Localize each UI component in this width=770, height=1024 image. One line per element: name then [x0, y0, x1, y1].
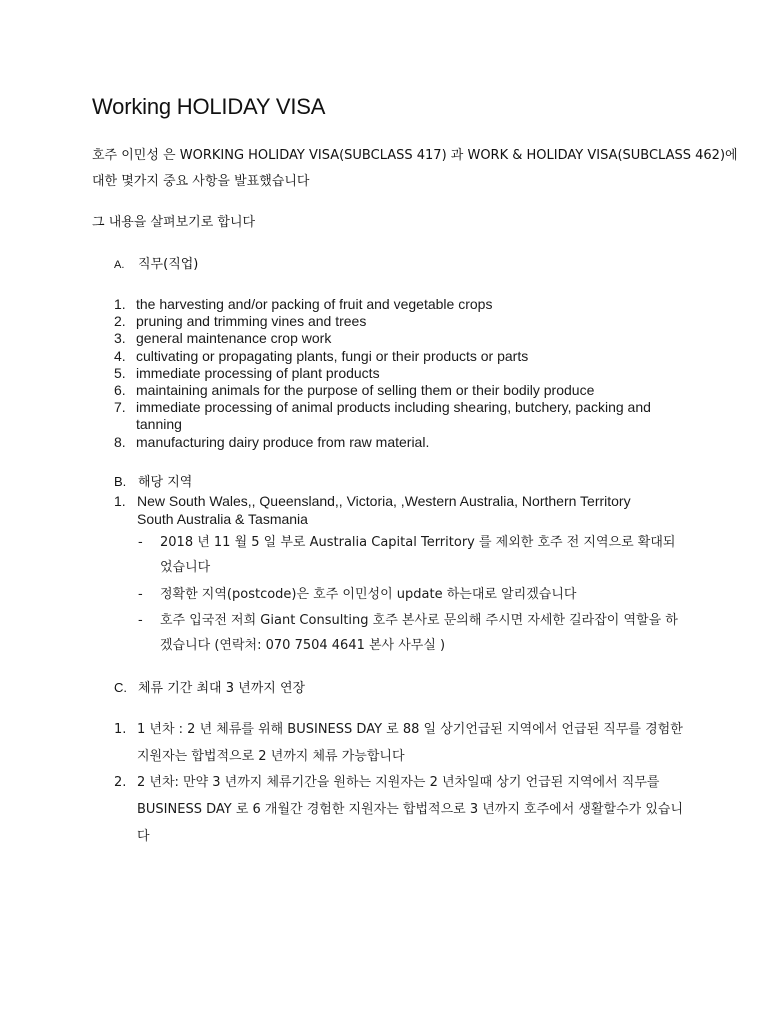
region-line-1: New South Wales,, Queensland,, Victoria, ,Western Australia, Northern Territory	[137, 493, 631, 509]
section-c-heading	[114, 677, 305, 696]
section-b-title: 해당 지역	[138, 475, 193, 490]
item-text: cultivating or propagating plants, fungi or their products or parts	[136, 347, 529, 364]
stay-item	[114, 769, 694, 850]
item-text: 2 년차: 만약 3 년까지 체류기간을 원하는 지원자는 2 년차일때 상기 언급된 지역에서 직무를 BUSINESS DAY 로 6 개월간 경험한 지원자는 합법적으로 3 년까지 호주에서 생활할수가 있습니다	[137, 775, 683, 844]
bullet-dash: -	[138, 613, 143, 628]
page-title: Working HOLIDAY VISA	[92, 94, 326, 119]
section-b-letter: B.	[114, 474, 127, 489]
item-text: pruning and trimming vines and trees	[136, 313, 367, 330]
item-text: 1 년차 : 2 년 체류를 위해 BUSINESS DAY 로 88 일 상기언급된 지역에서 언급된 직무를 경험한 지원자는 합법적으로 2 년까지 체류 가능합니다	[137, 722, 683, 764]
item-text: maintaining animals for the purpose of selling them or their bodily produce	[136, 382, 595, 399]
item-number: 8.	[114, 433, 126, 450]
intro-line-2: 대한 몇가지 중요 사항을 발표했습니다	[92, 174, 310, 189]
list-item	[114, 382, 694, 399]
bullet-text: 2018 년 11 월 5 일 부로 Australia Capital Territory 를 제외한 호주 전 지역으로 확대되었습니다	[160, 535, 676, 575]
list-item	[114, 348, 694, 365]
section-c-letter: C.	[114, 680, 127, 695]
region-item	[114, 493, 694, 528]
bullet-dash: -	[138, 587, 143, 602]
section-a-heading	[114, 253, 198, 272]
list-item	[114, 296, 694, 313]
list-item	[114, 399, 694, 433]
section-c-title: 체류 기간 최대 3 년까지 연장	[138, 681, 306, 696]
item-number: 1.	[114, 493, 126, 509]
bullet-text: 정확한 지역(postcode)은 호주 이민성이 update 하는대로 알리겠습니다	[160, 587, 577, 602]
list-item	[114, 365, 694, 382]
list-item	[114, 434, 694, 451]
item-text: the harvesting and/or packing of fruit and vegetable crops	[136, 296, 493, 312]
list-item	[114, 313, 694, 330]
bullet-dash: -	[138, 535, 143, 550]
item-text: general maintenance crop work	[136, 330, 332, 347]
item-number: 6.	[114, 382, 126, 399]
item-number: 5.	[114, 364, 126, 381]
section-b-heading	[114, 471, 192, 490]
item-text: immediate processing of plant products	[136, 364, 380, 381]
item-number: 7.	[114, 399, 126, 416]
region-line-2: South Australia & Tasmania	[137, 510, 308, 527]
intro-line-3: 그 내용을 살펴보기로 합니다	[92, 215, 256, 230]
intro-line-1: 호주 이민성 은 WORKING HOLIDAY VISA(SUBCLASS 417) 과 WORK & HOLIDAY VISA(SUBCLASS 462)에	[92, 148, 738, 163]
list-item	[114, 330, 694, 347]
item-number: 3.	[114, 330, 126, 347]
item-text: manufacturing dairy produce from raw material.	[136, 433, 430, 450]
item-number: 2.	[114, 313, 126, 330]
bullet-item	[138, 582, 678, 607]
bullet-text: 호주 입국전 저희 Giant Consulting 호주 본사로 문의해 주시면 자세한 길라잡이 역할을 하겠습니다 (연락처: 070 7504 4641 본사 사무실 )	[160, 613, 678, 653]
section-a-letter: A.	[114, 259, 125, 271]
stay-item	[114, 716, 694, 770]
section-a-title: 직무(직업)	[138, 257, 199, 272]
item-number: 2.	[114, 775, 127, 790]
bullet-item	[138, 608, 678, 658]
job-list	[114, 296, 694, 451]
item-number: 1.	[114, 722, 127, 737]
item-number: 4.	[114, 347, 126, 364]
item-number: 1.	[114, 296, 126, 312]
bullet-item	[138, 530, 678, 580]
item-text: immediate processing of animal products including shearing, butchery, packing and tanning	[136, 399, 651, 433]
